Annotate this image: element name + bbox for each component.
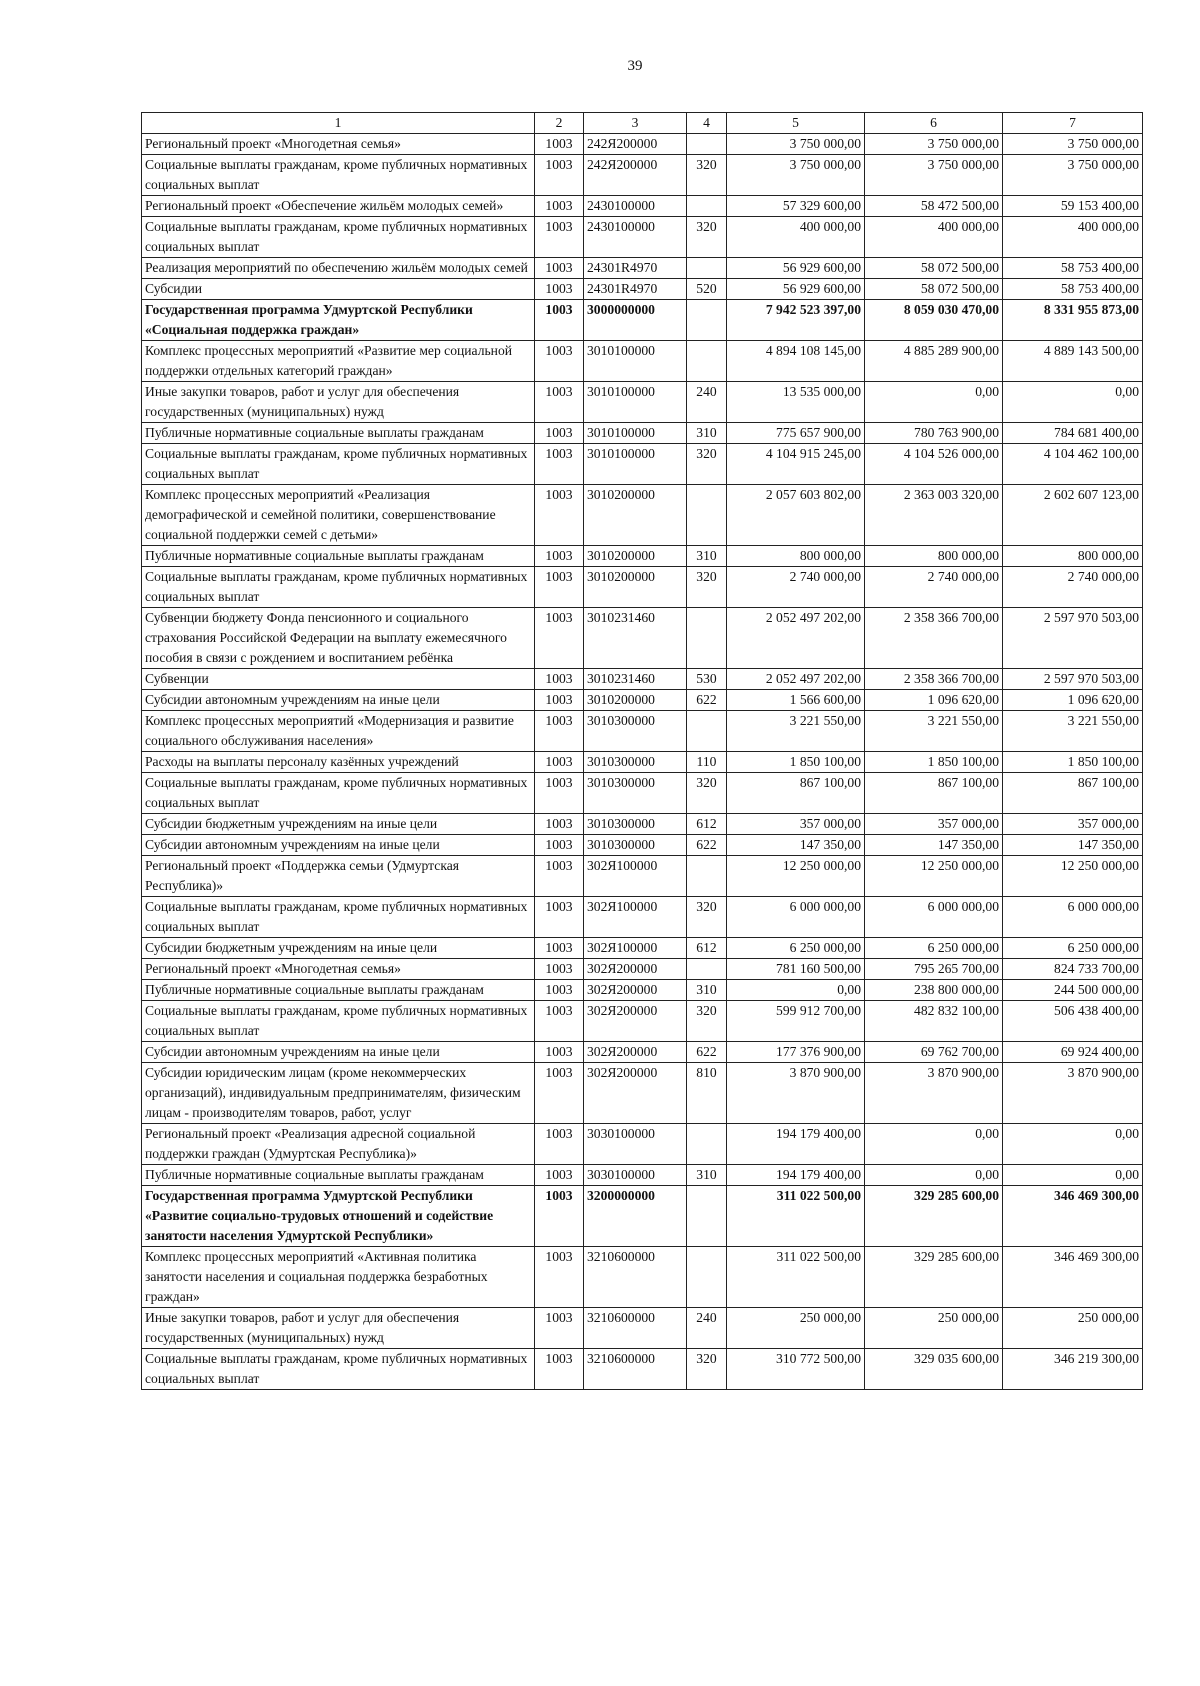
table-row [142,423,1143,444]
target-article-cell: 302Я200000 [584,980,687,1001]
amount-year2-cell: 69 762 700,00 [865,1042,1003,1063]
expense-type-cell [687,856,727,897]
amount-year1-cell: 2 052 497 202,00 [727,669,865,690]
row-name-cell: Субсидии автономным учреждениям на иные цели [142,690,535,711]
target-article-cell: 3030100000 [584,1124,687,1165]
expense-type-cell [687,341,727,382]
expense-type-cell [687,1124,727,1165]
row-name-cell: Социальные выплаты гражданам, кроме публичных нормативных социальных выплат [142,897,535,938]
section-code-cell: 1003 [535,835,584,856]
amount-year2-cell: 3 750 000,00 [865,155,1003,196]
amount-year3-cell: 346 219 300,00 [1003,1349,1143,1390]
amount-year3-cell: 3 750 000,00 [1003,155,1143,196]
row-name-cell: Публичные нормативные социальные выплаты гражданам [142,1165,535,1186]
amount-year2-cell: 780 763 900,00 [865,423,1003,444]
section-code-cell: 1003 [535,1308,584,1349]
amount-year3-cell: 0,00 [1003,1165,1143,1186]
table-row [142,155,1143,196]
table-row [142,1165,1143,1186]
amount-year3-cell: 1 096 620,00 [1003,690,1143,711]
expense-type-cell: 530 [687,669,727,690]
table-row [142,485,1143,546]
amount-year3-cell: 824 733 700,00 [1003,959,1143,980]
expense-type-cell: 320 [687,897,727,938]
row-name-cell: Социальные выплаты гражданам, кроме публичных нормативных социальных выплат [142,773,535,814]
amount-year2-cell: 795 265 700,00 [865,959,1003,980]
amount-year2-cell: 3 750 000,00 [865,134,1003,155]
table-row [142,856,1143,897]
table-row [142,835,1143,856]
section-code-cell: 1003 [535,485,584,546]
section-code-cell: 1003 [535,341,584,382]
section-code-cell: 1003 [535,258,584,279]
expense-type-cell [687,300,727,341]
expense-type-cell: 810 [687,1063,727,1124]
amount-year1-cell: 2 740 000,00 [727,567,865,608]
section-code-cell: 1003 [535,1247,584,1308]
target-article-cell: 3210600000 [584,1349,687,1390]
section-code-cell: 1003 [535,196,584,217]
target-article-cell: 3200000000 [584,1186,687,1247]
amount-year2-cell: 0,00 [865,1124,1003,1165]
expense-type-cell: 320 [687,773,727,814]
expense-type-cell: 622 [687,1042,727,1063]
table-row [142,196,1143,217]
table-row [142,1186,1143,1247]
row-name-cell: Комплекс процессных мероприятий «Активная политика занятости населения и социальная поддержка безработных граждан» [142,1247,535,1308]
section-code-cell: 1003 [535,897,584,938]
expense-type-cell [687,485,727,546]
section-code-cell: 1003 [535,217,584,258]
section-code-cell: 1003 [535,1042,584,1063]
amount-year3-cell: 346 469 300,00 [1003,1186,1143,1247]
column-header: 7 [1003,113,1143,134]
amount-year2-cell: 3 221 550,00 [865,711,1003,752]
section-code-cell: 1003 [535,1124,584,1165]
amount-year3-cell: 0,00 [1003,382,1143,423]
amount-year2-cell: 238 800 000,00 [865,980,1003,1001]
amount-year2-cell: 1 850 100,00 [865,752,1003,773]
amount-year2-cell: 58 072 500,00 [865,279,1003,300]
amount-year3-cell: 244 500 000,00 [1003,980,1143,1001]
amount-year2-cell: 357 000,00 [865,814,1003,835]
row-name-cell: Государственная программа Удмуртской Республики «Социальная поддержка граждан» [142,300,535,341]
section-code-cell: 1003 [535,1001,584,1042]
amount-year1-cell: 6 250 000,00 [727,938,865,959]
section-code-cell: 1003 [535,382,584,423]
row-name-cell: Комплекс процессных мероприятий «Реализация демографической и семейной политики, совершенствование социальной поддержки семей с детьми» [142,485,535,546]
amount-year3-cell: 2 597 970 503,00 [1003,608,1143,669]
table-row [142,546,1143,567]
amount-year2-cell: 147 350,00 [865,835,1003,856]
table-row [142,959,1143,980]
amount-year1-cell: 13 535 000,00 [727,382,865,423]
amount-year3-cell: 2 740 000,00 [1003,567,1143,608]
target-article-cell: 3010300000 [584,835,687,856]
amount-year1-cell: 775 657 900,00 [727,423,865,444]
expense-type-cell: 240 [687,1308,727,1349]
row-name-cell: Иные закупки товаров, работ и услуг для обеспечения государственных (муниципальных) нужд [142,1308,535,1349]
table-row [142,711,1143,752]
amount-year1-cell: 250 000,00 [727,1308,865,1349]
amount-year3-cell: 3 870 900,00 [1003,1063,1143,1124]
expense-type-cell: 310 [687,1165,727,1186]
table-header-row [142,113,1143,134]
row-name-cell: Субвенции [142,669,535,690]
amount-year2-cell: 329 285 600,00 [865,1186,1003,1247]
expense-type-cell: 240 [687,382,727,423]
amount-year1-cell: 599 912 700,00 [727,1001,865,1042]
row-name-cell: Субсидии бюджетным учреждениям на иные цели [142,938,535,959]
amount-year3-cell: 4 104 462 100,00 [1003,444,1143,485]
amount-year2-cell: 0,00 [865,382,1003,423]
amount-year1-cell: 867 100,00 [727,773,865,814]
table-row [142,279,1143,300]
amount-year1-cell: 147 350,00 [727,835,865,856]
target-article-cell: 242Я200000 [584,134,687,155]
table-row [142,1308,1143,1349]
section-code-cell: 1003 [535,134,584,155]
row-name-cell: Субсидии юридическим лицам (кроме некоммерческих организаций), индивидуальным предпринимателям, физическим лицам - производителям товаров, работ, услуг [142,1063,535,1124]
target-article-cell: 3010200000 [584,567,687,608]
amount-year2-cell: 2 740 000,00 [865,567,1003,608]
table-row [142,938,1143,959]
amount-year2-cell: 800 000,00 [865,546,1003,567]
amount-year1-cell: 3 870 900,00 [727,1063,865,1124]
amount-year3-cell: 3 750 000,00 [1003,134,1143,155]
table-row [142,1349,1143,1390]
row-name-cell: Субсидии [142,279,535,300]
amount-year3-cell: 2 602 607 123,00 [1003,485,1143,546]
section-code-cell: 1003 [535,814,584,835]
amount-year2-cell: 12 250 000,00 [865,856,1003,897]
target-article-cell: 3010231460 [584,669,687,690]
expense-type-cell [687,134,727,155]
target-article-cell: 3000000000 [584,300,687,341]
section-code-cell: 1003 [535,773,584,814]
table-row [142,1124,1143,1165]
target-article-cell: 302Я100000 [584,856,687,897]
amount-year2-cell: 867 100,00 [865,773,1003,814]
amount-year1-cell: 194 179 400,00 [727,1124,865,1165]
section-code-cell: 1003 [535,669,584,690]
amount-year2-cell: 329 035 600,00 [865,1349,1003,1390]
column-header: 5 [727,113,865,134]
amount-year2-cell: 8 059 030 470,00 [865,300,1003,341]
amount-year3-cell: 2 597 970 503,00 [1003,669,1143,690]
target-article-cell: 3210600000 [584,1247,687,1308]
row-name-cell: Региональный проект «Многодетная семья» [142,134,535,155]
row-name-cell: Комплекс процессных мероприятий «Развитие мер социальной поддержки отдельных категорий граждан» [142,341,535,382]
amount-year3-cell: 346 469 300,00 [1003,1247,1143,1308]
row-name-cell: Региональный проект «Многодетная семья» [142,959,535,980]
amount-year1-cell: 357 000,00 [727,814,865,835]
amount-year2-cell: 58 072 500,00 [865,258,1003,279]
row-name-cell: Публичные нормативные социальные выплаты гражданам [142,980,535,1001]
section-code-cell: 1003 [535,1165,584,1186]
amount-year3-cell: 400 000,00 [1003,217,1143,258]
target-article-cell: 3010100000 [584,382,687,423]
row-name-cell: Региональный проект «Реализация адресной социальной поддержки граждан (Удмуртская Республика)» [142,1124,535,1165]
row-name-cell: Субсидии автономным учреждениям на иные цели [142,835,535,856]
amount-year1-cell: 56 929 600,00 [727,258,865,279]
target-article-cell: 3010300000 [584,711,687,752]
column-header: 6 [865,113,1003,134]
table-row [142,258,1143,279]
row-name-cell: Реализация мероприятий по обеспечению жильём молодых семей [142,258,535,279]
row-name-cell: Социальные выплаты гражданам, кроме публичных нормативных социальных выплат [142,1001,535,1042]
column-header: 2 [535,113,584,134]
expense-type-cell: 310 [687,423,727,444]
table-row [142,341,1143,382]
amount-year1-cell: 1 566 600,00 [727,690,865,711]
expense-type-cell: 622 [687,835,727,856]
row-name-cell: Социальные выплаты гражданам, кроме публичных нормативных социальных выплат [142,567,535,608]
amount-year3-cell: 0,00 [1003,1124,1143,1165]
section-code-cell: 1003 [535,1186,584,1247]
table-row [142,814,1143,835]
amount-year2-cell: 250 000,00 [865,1308,1003,1349]
target-article-cell: 3010200000 [584,546,687,567]
expense-type-cell [687,959,727,980]
amount-year1-cell: 2 052 497 202,00 [727,608,865,669]
expense-type-cell: 320 [687,444,727,485]
target-article-cell: 3010200000 [584,485,687,546]
target-article-cell: 302Я200000 [584,1042,687,1063]
amount-year3-cell: 357 000,00 [1003,814,1143,835]
amount-year2-cell: 1 096 620,00 [865,690,1003,711]
section-code-cell: 1003 [535,155,584,196]
target-article-cell: 302Я200000 [584,1001,687,1042]
expense-type-cell: 612 [687,938,727,959]
row-name-cell: Субсидии бюджетным учреждениям на иные цели [142,814,535,835]
expense-type-cell: 320 [687,1349,727,1390]
row-name-cell: Комплекс процессных мероприятий «Модернизация и развитие социального обслуживания населения» [142,711,535,752]
expense-type-cell: 520 [687,279,727,300]
target-article-cell: 3010100000 [584,341,687,382]
amount-year2-cell: 58 472 500,00 [865,196,1003,217]
row-name-cell: Социальные выплаты гражданам, кроме публичных нормативных социальных выплат [142,1349,535,1390]
amount-year3-cell: 58 753 400,00 [1003,279,1143,300]
target-article-cell: 302Я200000 [584,1063,687,1124]
row-name-cell: Региональный проект «Обеспечение жильём молодых семей» [142,196,535,217]
section-code-cell: 1003 [535,567,584,608]
row-name-cell: Субсидии автономным учреждениям на иные цели [142,1042,535,1063]
table-row [142,1063,1143,1124]
row-name-cell: Социальные выплаты гражданам, кроме публичных нормативных социальных выплат [142,155,535,196]
table-row [142,300,1143,341]
table-row [142,382,1143,423]
row-name-cell: Субвенции бюджету Фонда пенсионного и социального страхования Российской Федерации на выплату ежемесячного пособия в связи с рождением и воспитанием ребёнка [142,608,535,669]
table-row [142,608,1143,669]
amount-year3-cell: 58 753 400,00 [1003,258,1143,279]
table-row [142,1042,1143,1063]
amount-year1-cell: 3 750 000,00 [727,134,865,155]
section-code-cell: 1003 [535,711,584,752]
amount-year3-cell: 147 350,00 [1003,835,1143,856]
expense-type-cell: 110 [687,752,727,773]
row-name-cell: Публичные нормативные социальные выплаты гражданам [142,423,535,444]
amount-year2-cell: 482 832 100,00 [865,1001,1003,1042]
amount-year3-cell: 69 924 400,00 [1003,1042,1143,1063]
amount-year2-cell: 6 250 000,00 [865,938,1003,959]
target-article-cell: 3030100000 [584,1165,687,1186]
section-code-cell: 1003 [535,980,584,1001]
target-article-cell: 302Я200000 [584,959,687,980]
amount-year3-cell: 867 100,00 [1003,773,1143,814]
target-article-cell: 242Я200000 [584,155,687,196]
table-row [142,669,1143,690]
table-row [142,567,1143,608]
section-code-cell: 1003 [535,546,584,567]
expense-type-cell [687,711,727,752]
row-name-cell: Социальные выплаты гражданам, кроме публичных нормативных социальных выплат [142,444,535,485]
amount-year3-cell: 506 438 400,00 [1003,1001,1143,1042]
amount-year1-cell: 4 894 108 145,00 [727,341,865,382]
expense-type-cell [687,1247,727,1308]
amount-year3-cell: 59 153 400,00 [1003,196,1143,217]
row-name-cell: Расходы на выплаты персоналу казённых учреждений [142,752,535,773]
section-code-cell: 1003 [535,1063,584,1124]
amount-year1-cell: 1 850 100,00 [727,752,865,773]
page-number: 39 [627,58,643,74]
expense-type-cell [687,258,727,279]
amount-year3-cell: 3 221 550,00 [1003,711,1143,752]
expense-type-cell: 612 [687,814,727,835]
target-article-cell: 3010200000 [584,690,687,711]
amount-year3-cell: 12 250 000,00 [1003,856,1143,897]
amount-year1-cell: 311 022 500,00 [727,1247,865,1308]
amount-year2-cell: 329 285 600,00 [865,1247,1003,1308]
expense-type-cell: 622 [687,690,727,711]
table-row [142,134,1143,155]
amount-year1-cell: 57 329 600,00 [727,196,865,217]
expense-type-cell: 310 [687,546,727,567]
amount-year3-cell: 6 250 000,00 [1003,938,1143,959]
table-row [142,444,1143,485]
amount-year1-cell: 311 022 500,00 [727,1186,865,1247]
row-name-cell: Государственная программа Удмуртской Республики «Развитие социально-трудовых отношений и содействие занятости населения Удмуртской Республики» [142,1186,535,1247]
target-article-cell: 24301R4970 [584,258,687,279]
amount-year1-cell: 0,00 [727,980,865,1001]
target-article-cell: 3010300000 [584,752,687,773]
section-code-cell: 1003 [535,423,584,444]
amount-year2-cell: 4 104 526 000,00 [865,444,1003,485]
amount-year2-cell: 2 358 366 700,00 [865,669,1003,690]
target-article-cell: 3010100000 [584,423,687,444]
table-body [142,134,1143,1390]
amount-year1-cell: 310 772 500,00 [727,1349,865,1390]
section-code-cell: 1003 [535,938,584,959]
section-code-cell: 1003 [535,1349,584,1390]
target-article-cell: 3010100000 [584,444,687,485]
amount-year1-cell: 12 250 000,00 [727,856,865,897]
amount-year1-cell: 4 104 915 245,00 [727,444,865,485]
amount-year3-cell: 784 681 400,00 [1003,423,1143,444]
expense-type-cell: 320 [687,155,727,196]
row-name-cell: Публичные нормативные социальные выплаты гражданам [142,546,535,567]
table-row [142,217,1143,258]
section-code-cell: 1003 [535,959,584,980]
section-code-cell: 1003 [535,608,584,669]
row-name-cell: Иные закупки товаров, работ и услуг для обеспечения государственных (муниципальных) нужд [142,382,535,423]
amount-year1-cell: 7 942 523 397,00 [727,300,865,341]
table-row [142,773,1143,814]
table-row [142,752,1143,773]
amount-year3-cell: 6 000 000,00 [1003,897,1143,938]
amount-year2-cell: 4 885 289 900,00 [865,341,1003,382]
budget-table [141,112,1143,1390]
target-article-cell: 24301R4970 [584,279,687,300]
expense-type-cell: 320 [687,1001,727,1042]
amount-year1-cell: 3 221 550,00 [727,711,865,752]
section-code-cell: 1003 [535,752,584,773]
target-article-cell: 3010231460 [584,608,687,669]
row-name-cell: Региональный проект «Поддержка семьи (Удмуртская Республика)» [142,856,535,897]
amount-year1-cell: 56 929 600,00 [727,279,865,300]
amount-year2-cell: 2 363 003 320,00 [865,485,1003,546]
amount-year1-cell: 2 057 603 802,00 [727,485,865,546]
amount-year1-cell: 400 000,00 [727,217,865,258]
expense-type-cell: 310 [687,980,727,1001]
section-code-cell: 1003 [535,300,584,341]
target-article-cell: 2430100000 [584,217,687,258]
section-code-cell: 1003 [535,279,584,300]
target-article-cell: 3010300000 [584,814,687,835]
amount-year3-cell: 1 850 100,00 [1003,752,1143,773]
target-article-cell: 302Я100000 [584,938,687,959]
target-article-cell: 3010300000 [584,773,687,814]
amount-year2-cell: 0,00 [865,1165,1003,1186]
expense-type-cell [687,1186,727,1247]
table-row [142,897,1143,938]
amount-year2-cell: 400 000,00 [865,217,1003,258]
amount-year1-cell: 194 179 400,00 [727,1165,865,1186]
expense-type-cell [687,196,727,217]
amount-year3-cell: 4 889 143 500,00 [1003,341,1143,382]
section-code-cell: 1003 [535,444,584,485]
target-article-cell: 302Я100000 [584,897,687,938]
amount-year1-cell: 781 160 500,00 [727,959,865,980]
amount-year1-cell: 3 750 000,00 [727,155,865,196]
table-row [142,1001,1143,1042]
amount-year2-cell: 2 358 366 700,00 [865,608,1003,669]
target-article-cell: 2430100000 [584,196,687,217]
section-code-cell: 1003 [535,856,584,897]
column-header: 3 [584,113,687,134]
amount-year3-cell: 800 000,00 [1003,546,1143,567]
column-header: 4 [687,113,727,134]
table-row [142,690,1143,711]
amount-year3-cell: 8 331 955 873,00 [1003,300,1143,341]
section-code-cell: 1003 [535,690,584,711]
expense-type-cell: 320 [687,567,727,608]
amount-year1-cell: 177 376 900,00 [727,1042,865,1063]
amount-year1-cell: 800 000,00 [727,546,865,567]
expense-type-cell [687,608,727,669]
column-header: 1 [142,113,535,134]
table-row [142,980,1143,1001]
expense-type-cell: 320 [687,217,727,258]
amount-year2-cell: 3 870 900,00 [865,1063,1003,1124]
table-row [142,1247,1143,1308]
target-article-cell: 3210600000 [584,1308,687,1349]
amount-year2-cell: 6 000 000,00 [865,897,1003,938]
amount-year1-cell: 6 000 000,00 [727,897,865,938]
amount-year3-cell: 250 000,00 [1003,1308,1143,1349]
row-name-cell: Социальные выплаты гражданам, кроме публичных нормативных социальных выплат [142,217,535,258]
